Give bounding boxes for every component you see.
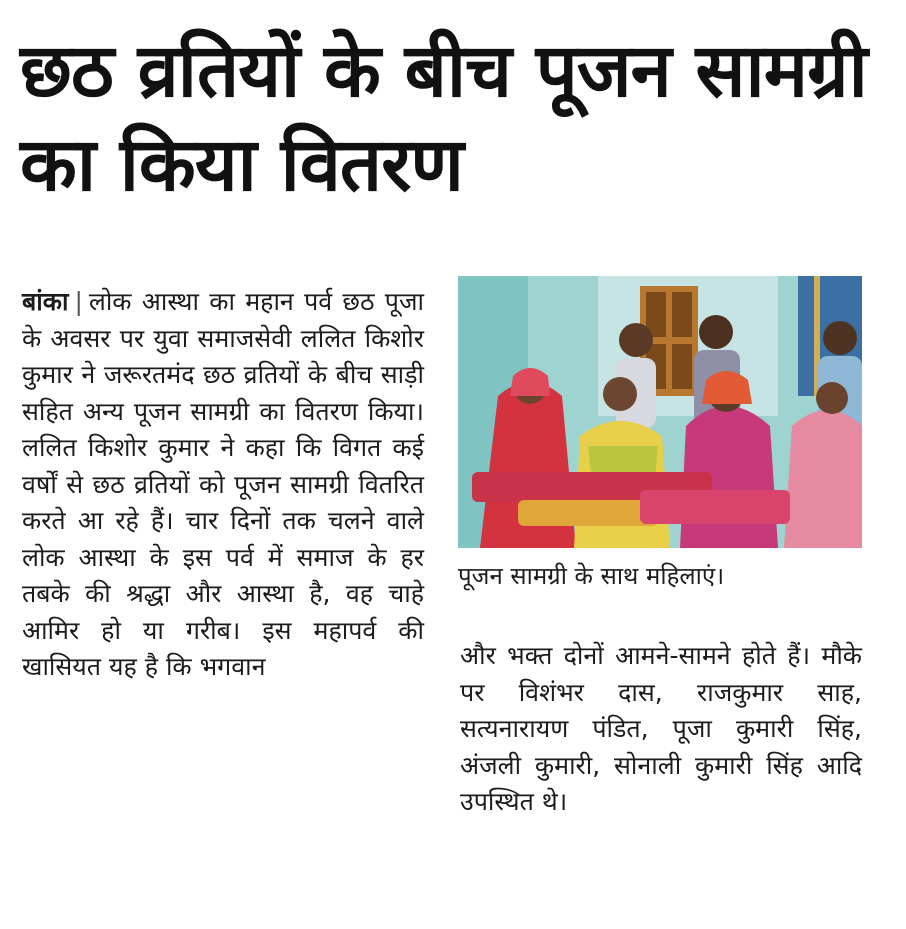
photo-caption: पूजन सामग्री के साथ महिलाएं।: [458, 562, 725, 590]
article-body-left-column: [22, 284, 424, 686]
article-body-right-column: [460, 638, 862, 821]
body-text-right: और भक्त दोनों आमने-सामने होते हैं। मौके पर विशंभर दास, राजकुमार साह, सत्यनारायण पंडित, पूजा कुमारी सिंह, अंजली कुमारी, सोनाली कुमारी सिंह आदि उपस्थित थे।: [460, 641, 862, 816]
headline: छठ व्रतियों के बीच पूजन सामग्री का किया वितरण: [20, 28, 867, 208]
dateline: बांका: [22, 287, 69, 316]
news-photo: [458, 276, 862, 548]
dateline-separator: |: [74, 287, 83, 316]
body-text-left: लोक आस्था का महान पर्व छठ पूजा के अवसर पर युवा समाजसेवी ललित किशोर कुमार ने जरूरतमंद छठ व्रतियों के बीच साड़ी सहित अन्य पूजन सामग्री का वितरण किया। ललित किशोर कुमार ने कहा कि विगत कई वर्षों से छठ व्रतियों को पूजन सामग्री वितरित करते आ रहे हैं। चार दिनों तक चलने वाले लोक आस्था के इस पर्व में समाज के हर तबके की श्रद्धा और आस्था है, वह चाहे आमिर हो या गरीब। इस महापर्व की खासियत यह है कि भगवान: [22, 287, 424, 681]
